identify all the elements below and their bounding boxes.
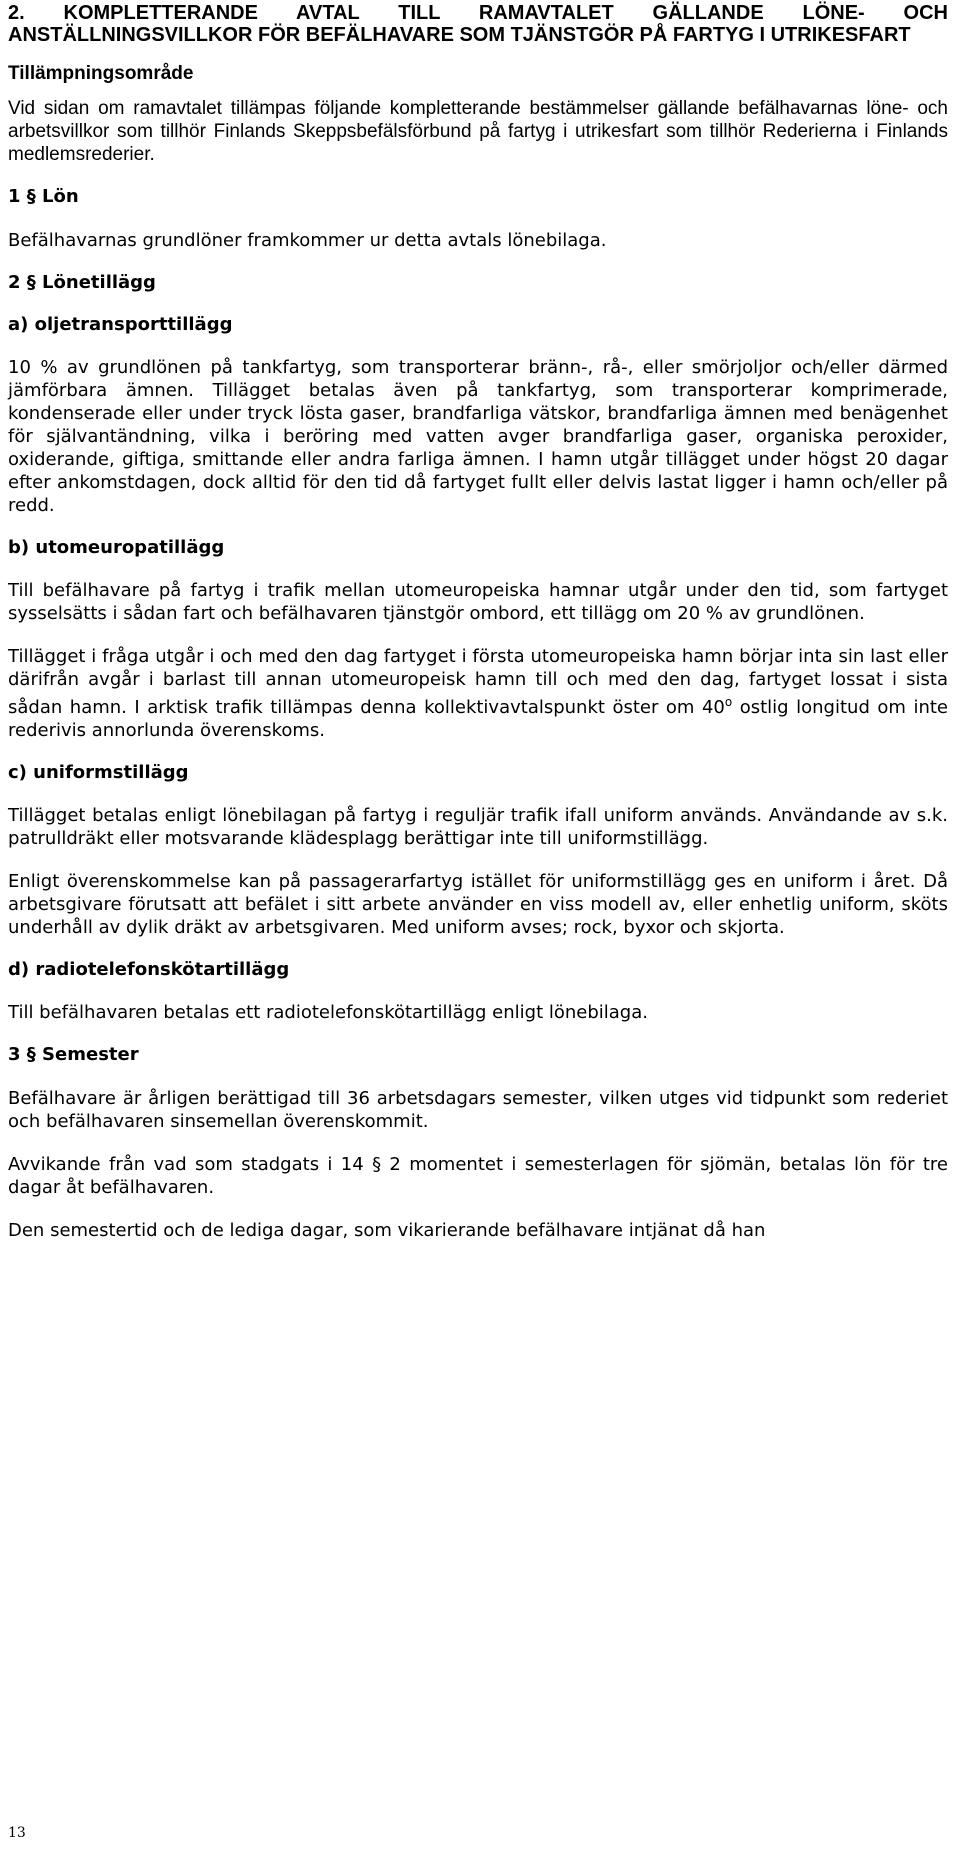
section-3-paragraph-3: Den semestertid och de lediga dagar, som vikarierande befälhavare intjänat då han [8, 1220, 766, 1241]
subsection-c-heading: c) uniformstillägg [8, 762, 189, 783]
document-title: 2. KOMPLETTERANDE AVTAL TILL RAMAVTALET GÄLLANDE LÖNE- OCH ANSTÄLLNINGSVILLKOR FÖR BEFÄLHAVARE SOM TJÄNSTGÖR PÅ FARTYG I UTRIKESFART [8, 2, 948, 46]
section-2-heading: 2 § Lönetillägg [8, 272, 156, 293]
section-1-heading: 1 § Lön [8, 186, 79, 207]
section-1-paragraph: Befälhavarnas grundlöner framkommer ur detta avtals lönebilaga. [8, 230, 607, 251]
section-3-paragraph-1: Befälhavare är årligen berättigad till 36 arbetsdagars semester, vilken utges vid tidpunkt som rederiet och befälhavaren sinsemellan överenskommit. [8, 1088, 948, 1132]
subsection-b-paragraph-1: Till befälhavare på fartyg i trafik mellan utomeuropeiska hamnar utgår under den tid, som fartyget sysselsätts i sådan fart och befälhavaren tjänstgör ombord, ett tillägg om 20 % av grundlönen. [8, 580, 948, 624]
subsection-b-heading: b) utomeuropatillägg [8, 537, 225, 558]
subsection-b-paragraph-2 [8, 645, 948, 742]
scope-heading: Tillämpningsområde [8, 63, 194, 84]
subsection-d-paragraph: Till befälhavaren betalas ett radiotelefonskötartillägg enligt lönebilaga. [8, 1002, 648, 1023]
subsection-a-paragraph: 10 % av grundlönen på tankfartyg, som transporterar bränn-, rå-, eller smörjoljor och/eller därmed jämförbara ämnen. Tillägget betalas även på tankfartyg, som transporterar komprimerade, kondenserade eller under tryck lösta gaser, brandfarliga vätskor, brandfarliga ämnen med benägenhet för självantändning, vilka i beröring med vatten avger brandfarliga gaser, organiska peroxider, oxiderande, giftiga, smittande eller andra farliga ämnen. I hamn utgår tillägget under högst 20 dagar efter ankomstdagen, dock alltid för den tid då fartyget fullt eller delvis lastat ligger i hamn och/eller på redd. [8, 357, 948, 516]
subsection-c-paragraph-2: Enligt överenskommelse kan på passagerarfartyg istället för uniformstillägg ges en uniform i året. Då arbetsgivare förutsatt att befälet i sitt arbete använder en viss modell av, eller enhetlig uniform, sköts underhåll av dylik dräkt av arbetsgivaren. Med uniform avses; rock, byxor och skjorta. [8, 871, 948, 938]
scope-paragraph: Vid sidan om ramavtalet tillämpas följande kompletterande bestämmelser gällande befälhavarnas löne- och arbetsvillkor som tillhör Finlands Skeppsbefälsförbund på fartyg i utrikesfart som tillhör Rederierna i Finlands medlemsrederier. [8, 98, 948, 165]
subsection-a-heading: a) oljetransporttillägg [8, 314, 233, 335]
b-text-post: ostlig longitud om inte rederivis annorlunda överenskoms. [8, 697, 948, 741]
degree-superscript: o [724, 695, 733, 709]
subsection-d-heading: d) radiotelefonskötartillägg [8, 959, 290, 980]
subsection-c-paragraph-1: Tillägget betalas enligt lönebilagan på fartyg i reguljär trafik ifall uniform används. Användande av s.k. patrulldräkt eller motsvarande klädesplagg berättigar inte till uniformstillägg. [8, 805, 948, 849]
section-3-heading: 3 § Semester [8, 1044, 139, 1065]
page-number: 13 [8, 1825, 26, 1841]
section-3-paragraph-2: Avvikande från vad som stadgats i 14 § 2 momentet i semesterlagen för sjömän, betalas lön för tre dagar åt befälhavaren. [8, 1154, 948, 1198]
b-text-pre: Tillägget i fråga utgår i och med den dag fartyget i första utomeuropeiska hamn börjar inta sin last eller därifrån avgår i barlast till annan utomeuropeisk hamn till och med den dag, fartyget lossat i sista sådan hamn. I arktisk trafik tillämpas denna kollektivavtalspunkt öster om 40 [8, 646, 948, 718]
